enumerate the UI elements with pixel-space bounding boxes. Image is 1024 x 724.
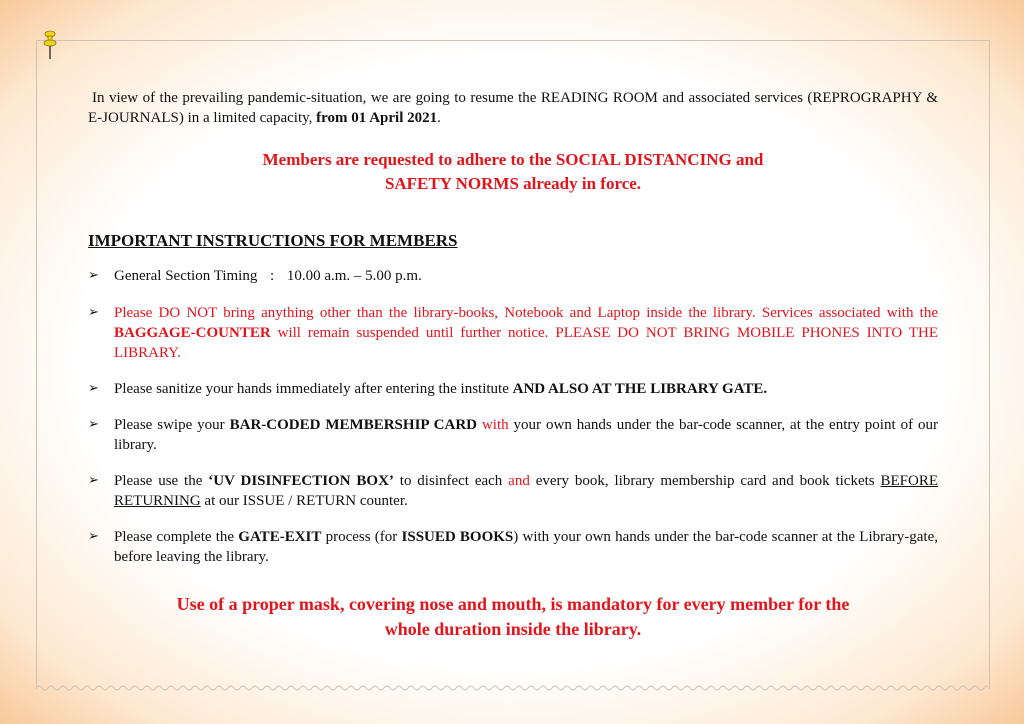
distancing-notice-line1: Members are requested to adhere to the SOCIAL DISTANCING and <box>262 150 764 169</box>
uv-text-c: to disinfect each <box>393 473 509 489</box>
arrow-bullet-icon: ➢ <box>88 529 99 544</box>
swipe-card: BAR-CODED MEMBERSHIP CARD <box>229 417 478 433</box>
exit-text-e: ) with your own hands under the bar-code scanner at the Library-gate, before leaving the library. <box>114 529 938 565</box>
sanitize-gate: AND ALSO AT THE LIBRARY GATE. <box>512 381 768 397</box>
mask-notice-line1: Use of a proper mask, covering nose and mouth, is mandatory for every member for the <box>176 594 850 614</box>
distancing-notice-line2: SAFETY NORMS already in force. <box>384 174 642 193</box>
exit-text-c: process (for <box>321 529 402 545</box>
list-item-swipe <box>88 415 938 455</box>
baggage-text-c: will remain suspended until further notice. PLEASE DO NOT BRING MOBILE PHONES INTO THE LIBRARY. <box>114 325 938 361</box>
swipe-with: with <box>477 417 509 433</box>
uv-text-a: Please use the <box>114 473 209 489</box>
uv-and: and <box>508 473 530 489</box>
sanitize-text-a: Please sanitize your hands immediately after entering the institute <box>114 381 513 397</box>
intro-end: . <box>437 110 441 126</box>
timing-value: 10.00 a.m. – 5.00 p.m. <box>286 268 422 284</box>
baggage-text-a: Please DO NOT bring anything other than the library-books, Notebook and Laptop inside the library. Services associated with the <box>114 305 938 321</box>
list-item-timing <box>88 266 938 286</box>
instructions-list <box>88 266 938 567</box>
timing-label: General Section Timing <box>114 268 258 284</box>
uv-text-g: at our ISSUE / RETURN counter. <box>200 493 408 509</box>
mask-notice-line2: whole duration inside the library. <box>384 619 642 639</box>
exit-issued: ISSUED BOOKS <box>401 529 514 545</box>
uv-before-returning: BEFORE RETURNING <box>114 473 938 509</box>
pushpin-icon <box>42 30 58 60</box>
arrow-bullet-icon: ➢ <box>88 305 99 320</box>
baggage-counter: BAGGAGE-COUNTER <box>114 325 271 341</box>
swipe-text-a: Please swipe your <box>114 417 230 433</box>
instructions-heading: IMPORTANT INSTRUCTIONS FOR MEMBERS <box>88 231 458 250</box>
exit-text-a: Please complete the <box>114 529 239 545</box>
distancing-notice <box>88 148 938 196</box>
arrow-bullet-icon: ➢ <box>88 473 99 488</box>
exit-gate: GATE-EXIT <box>238 529 322 545</box>
timing-separator: : <box>269 268 275 284</box>
list-item-exit <box>88 527 938 567</box>
swipe-text-d: your own hands under the bar-code scanner, at the entry point of our library. <box>114 417 939 453</box>
arrow-bullet-icon: ➢ <box>88 417 99 432</box>
arrow-bullet-icon: ➢ <box>88 268 99 283</box>
mask-notice <box>88 592 938 642</box>
intro-paragraph <box>88 88 938 128</box>
intro-date: from 01 April 2021 <box>316 110 438 126</box>
wavy-border <box>36 684 988 692</box>
arrow-bullet-icon: ➢ <box>88 381 99 396</box>
intro-text: In view of the prevailing pandemic-situation, we are going to resume the READING ROOM and associated services (REPROGRAPHY & E-JOURNALS) in a limited capacity, <box>88 90 938 126</box>
list-item-baggage <box>88 303 938 363</box>
list-item-uv <box>88 471 938 511</box>
uv-box: ‘UV DISINFECTION BOX’ <box>208 473 394 489</box>
uv-text-e: every book, library membership card and book tickets <box>529 473 881 489</box>
list-item-sanitize <box>88 379 938 399</box>
